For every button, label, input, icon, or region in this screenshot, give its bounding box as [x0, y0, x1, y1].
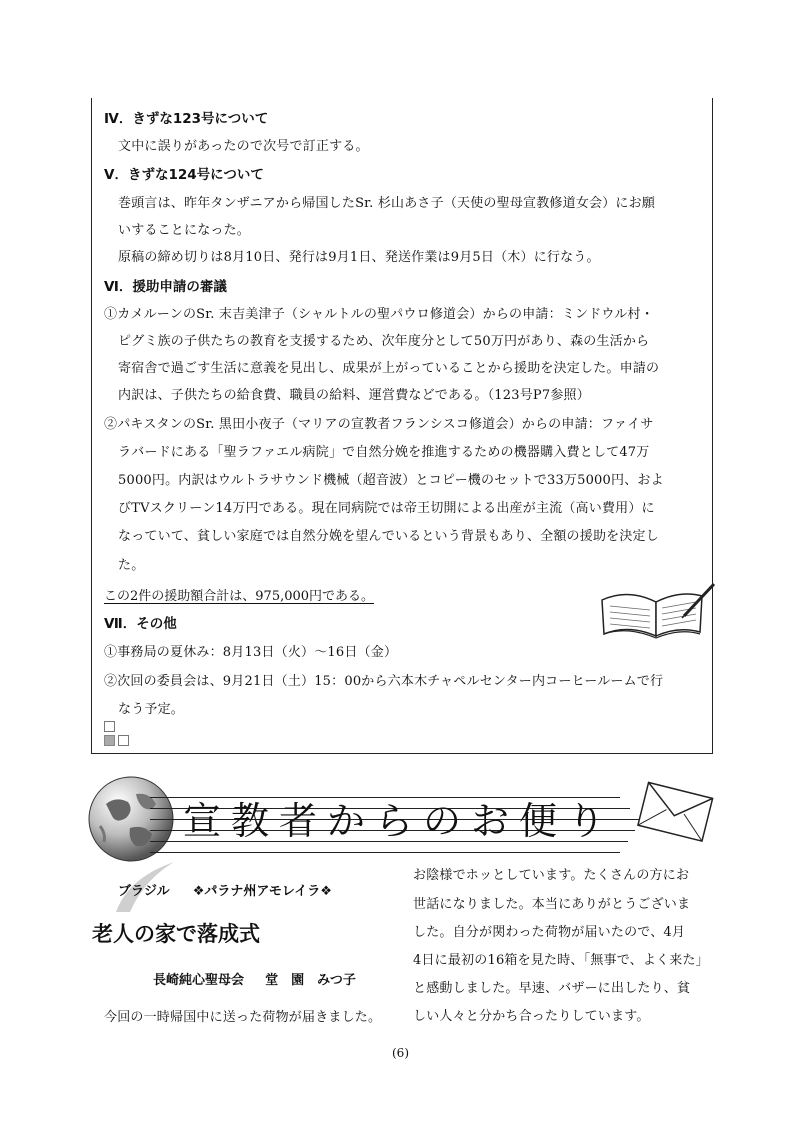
grant-item-2-line: なっていて、貧しい家庭では自然分娩を望んでいるという背景もあり、全額の援助を決定し — [118, 529, 659, 544]
grant-item-1-line: 内訳は、子供たちの給食費、職員の給料、運営費などである。（123号P7参照） — [118, 388, 590, 403]
author-org: 長崎純心聖母会 — [153, 973, 245, 988]
grant-item-2-line: た。 — [118, 558, 145, 573]
article-left-line: 今回の一時帰国中に送った荷物が届きました。 — [104, 1010, 382, 1025]
author-name: 堂 園 みつ子 — [265, 973, 356, 988]
grant-item-2-line: 5000円。内訳はウルトラサウンド機械（超音波）とコピー機のセットで33万5000円、およ — [118, 473, 664, 488]
article-author — [153, 969, 356, 988]
grant-item-1-line: 寄宿舎で過ごす生活に意義を見出し、成果が上がっていることから援助を決定した。申請の — [118, 361, 660, 376]
article-right-line: 4日に最初の16箱を見た時、「無事で、よく来た」 — [413, 953, 709, 968]
section-7-heading: Ⅶ．その他 — [104, 616, 177, 632]
section-4-line: 文中に誤りがあったので次号で訂正する。 — [118, 139, 369, 154]
section-7-line: ②次回の委員会は、9月21日（土）15：00から六本木チャペルセンター内コーヒールームで行 — [104, 674, 664, 689]
open-book-pen-icon — [598, 580, 718, 640]
envelope-icon — [636, 780, 716, 846]
section-5-heading: Ⅴ．きずな124号について — [104, 167, 264, 183]
article-right-line: した。自分が関わった荷物が届いたので、4月 — [413, 925, 686, 940]
section-7-line: なう予定。 — [118, 702, 185, 717]
article-right-line: と感動しました。早速、バザーに出したり、貧 — [413, 981, 691, 996]
grant-item-2-line: ラバードにある「聖ラファエル病院」で自然分娩を推進するための機器購入費として47万 — [118, 445, 650, 460]
article-right-line: 世話になりました。本当にありがとうございま — [413, 897, 691, 912]
grant-item-1-line: ①カメルーンのSr. 末吉美津子（シャルトルの聖パウロ修道会）からの申請：ミンドウル村・ — [104, 307, 654, 322]
article-location — [118, 880, 332, 899]
grant-item-1-line: ピグミ族の子供たちの教育を支援するため、次年度分として50万円があり、森の生活から — [118, 334, 650, 349]
grant-item-2-line: びTVスクリーン14万円である。現在同病院では帝王切開による出産が主流（高い費用）に — [118, 501, 655, 516]
section-7-line: ①事務局の夏休み：8月13日（火）～16日（金） — [104, 645, 398, 660]
article-title: 老人の家で落成式 — [92, 922, 260, 946]
section-5-line: 原稿の締め切りは8月10日、発行は9月1日、発送作業は9月5日（木）に行なう。 — [118, 250, 600, 265]
grant-item-2-line: ②パキスタンのSr. 黒田小夜子（マリアの宣教者フランシスコ修道会）からの申請：ファイサ — [104, 417, 654, 432]
section-5-line: いすることになった。 — [118, 223, 251, 238]
page-number: (6) — [392, 1046, 409, 1060]
section-6-heading: Ⅵ．援助申請の審議 — [104, 279, 227, 295]
section-4-heading: Ⅳ．きずな123号について — [104, 111, 269, 127]
article-right-line: お陰様でホッとしています。たくさんの方にお — [413, 868, 690, 883]
article-region: ❖パラナ州アモレイラ❖ — [192, 884, 332, 899]
banner-title: 宣教者からのお便り — [183, 799, 616, 843]
banner-rule — [150, 852, 620, 853]
section-5-line: 巻頭言は、昨年タンザニアから帰国したSr. 杉山あさ子（天使の聖母宣教修道女会）にお願 — [118, 196, 656, 211]
grant-total-summary: この2件の援助額合計は、975,000円である。 — [104, 589, 375, 604]
article-country: ブラジル — [118, 884, 170, 899]
article-right-line: しい人々と分かち合ったりしています。 — [413, 1009, 650, 1024]
